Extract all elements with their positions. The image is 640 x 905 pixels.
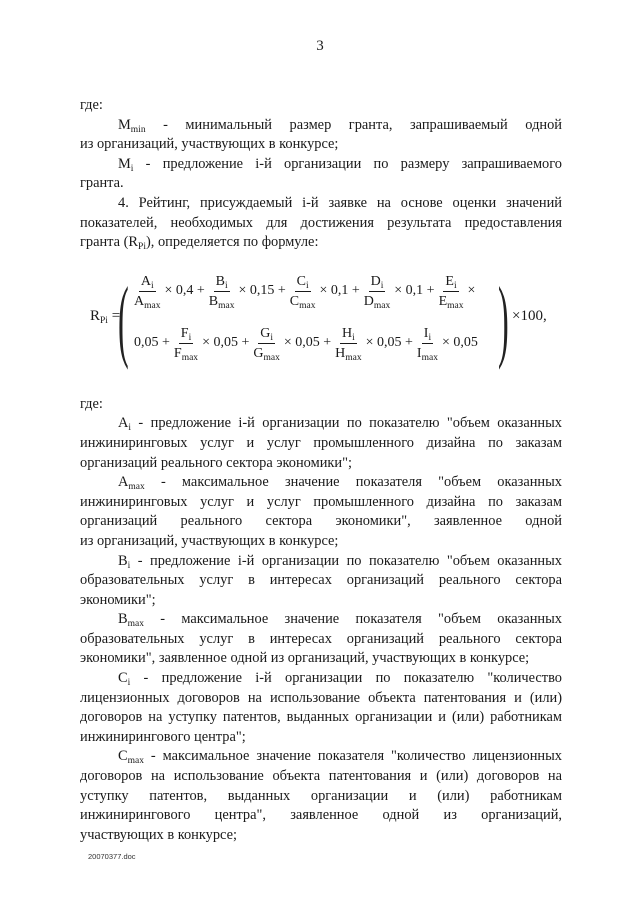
fraction-h: [335, 325, 361, 362]
formula-operator: × 0,05 +: [202, 335, 250, 351]
formula-operator: × 0,05 +: [283, 335, 332, 351]
fraction-denominator: $E_{max}$: [438, 293, 464, 311]
cmax-definition-line5: участвующих в конкурсе;: [80, 826, 237, 843]
fraction-numerator: $F_i$: [180, 325, 192, 343]
left-paren: (: [117, 267, 129, 370]
amax-definition-line4: из организаций, участвующих в конкурсе;: [80, 532, 339, 549]
mmin-definition-line2: из организаций, участвующих в конкурсе;: [80, 136, 339, 153]
document-body: [80, 96, 562, 845]
where-label: где:: [80, 97, 103, 113]
right-paren: ): [497, 267, 509, 370]
bmax-definition-line3: экономики", заявленное одной из организаций, участвующих в конкурсе;: [80, 650, 530, 667]
ai-definition-line2: инжиниринговых услуг и услуг промышленного дизайна по заказам: [80, 434, 562, 451]
fraction-c: [290, 273, 316, 310]
where-label-2: где:: [80, 395, 103, 412]
formula-operator: ×: [467, 283, 476, 299]
bmax-definition-line2: образовательных услуг в интересах организаций реального сектора: [80, 630, 562, 647]
fraction-numerator: $E_i$: [445, 273, 457, 291]
item4-line3: гранта $(R_{Pi})$, определяется по формуле:: [80, 234, 319, 253]
cmax-definition-line1: $C_{max}$ - максимальное значение показателя "количество лицензионных: [118, 748, 562, 767]
fraction-numerator: $G_i$: [260, 325, 273, 343]
bi-definition-line2: образовательных услуг в интересах организаций реального сектора: [80, 572, 562, 589]
formula-row-2: [132, 325, 480, 362]
fraction-b: [209, 273, 235, 310]
mi-definition-line1: $M_i$ - предложение i-й организации по размеру запрашиваемого: [118, 155, 562, 174]
fraction-numerator: $A_i$: [140, 273, 154, 291]
formula-lhs: $R_{Pi}$ =: [90, 307, 121, 326]
fraction-a: [134, 273, 160, 310]
ci-definition-line3: договоров на уступку патентов, выданных организации и (или) работникам: [80, 709, 562, 726]
formula-operator: × 0,1 +: [319, 283, 360, 299]
fraction-denominator: $A_{max}$: [134, 293, 161, 311]
ai-definition-line3: организаций реального сектора экономики";: [80, 454, 352, 471]
amax-definition-line3: организаций реального сектора экономики", заявленное одной: [80, 513, 562, 530]
ai-definition-line1: $A_i$ - предложение i-й организации по показателю "объем оказанных: [118, 415, 562, 434]
formula-row-1: [132, 273, 477, 310]
ci-definition-line2: лицензионных договоров на использование объекта патентования и (или): [80, 689, 562, 706]
fraction-f: [174, 325, 198, 362]
cmax-definition-line2: договоров на использование объекта патентования и (или) договоров на: [80, 768, 562, 785]
formula-operator: × 0,1 +: [394, 283, 435, 299]
fraction-numerator: $C_i$: [296, 273, 309, 291]
item4-line1: 4. Рейтинг, присуждаемый i-й заявке на основе оценки значений: [118, 194, 562, 211]
ci-definition-line4: инжинирингового центра";: [80, 728, 246, 745]
fraction-denominator: $D_{max}$: [363, 293, 391, 311]
mi-definition-line2: гранта.: [80, 175, 124, 192]
fraction-numerator: $D_i$: [370, 273, 384, 291]
fraction-i: [417, 325, 438, 362]
rating-formula: [80, 267, 562, 375]
cmax-definition-line3: уступку патентов, выданных организации и (или) работникам: [80, 787, 562, 804]
formula-operator: × 0,05 +: [365, 335, 413, 351]
fraction-e: [439, 273, 464, 310]
fraction-g: [253, 325, 279, 362]
ci-definition-line1: $C_i$ - предложение i-й организации по показателю "количество: [118, 670, 562, 689]
formula-operator: × 0,05: [441, 335, 478, 351]
formula-operator: × 0,4 +: [164, 283, 205, 299]
fraction-denominator: $H_{max}$: [335, 345, 362, 363]
bmax-definition-line1: $B_{max}$ - максимальное значение показателя "объем оказанных: [118, 611, 562, 630]
fraction-numerator: $B_i$: [215, 273, 228, 291]
fraction-denominator: $G_{max}$: [253, 345, 280, 363]
item4-line2: показателей, необходимых для достижения результата предоставления: [80, 214, 562, 231]
cmax-definition-line4: инжинирингового центра", заявленное одной из организаций,: [80, 807, 562, 824]
fraction-numerator: $I_i$: [423, 325, 432, 343]
formula-operator: × 0,15 +: [238, 283, 286, 299]
file-name-footer: 20070377.doc: [88, 852, 136, 861]
formula-tail: ×100,: [512, 307, 547, 324]
mmin-definition-line1: $M_{min}$ - минимальный размер гранта, запрашиваемый одной: [118, 116, 562, 135]
fraction-d: [364, 273, 390, 310]
bi-definition-line3: экономики";: [80, 591, 156, 608]
formula-row2-lead: 0,05 +: [134, 335, 170, 351]
fraction-denominator: $I_{max}$: [416, 345, 438, 363]
bi-definition-line1: $B_i$ - предложение i-й организации по показателю "объем оказанных: [118, 552, 562, 571]
amax-definition-line1: $A_{max}$ - максимальное значение показателя "объем оказанных: [118, 474, 562, 493]
page-number: 3: [316, 38, 324, 54]
amax-definition-line2: инжиниринговых услуг и услуг промышленного дизайна по заказам: [80, 493, 562, 510]
fraction-denominator: $C_{max}$: [289, 293, 316, 311]
fraction-denominator: $F_{max}$: [173, 345, 199, 363]
fraction-numerator: $H_i$: [342, 325, 355, 343]
fraction-denominator: $B_{max}$: [208, 293, 235, 311]
